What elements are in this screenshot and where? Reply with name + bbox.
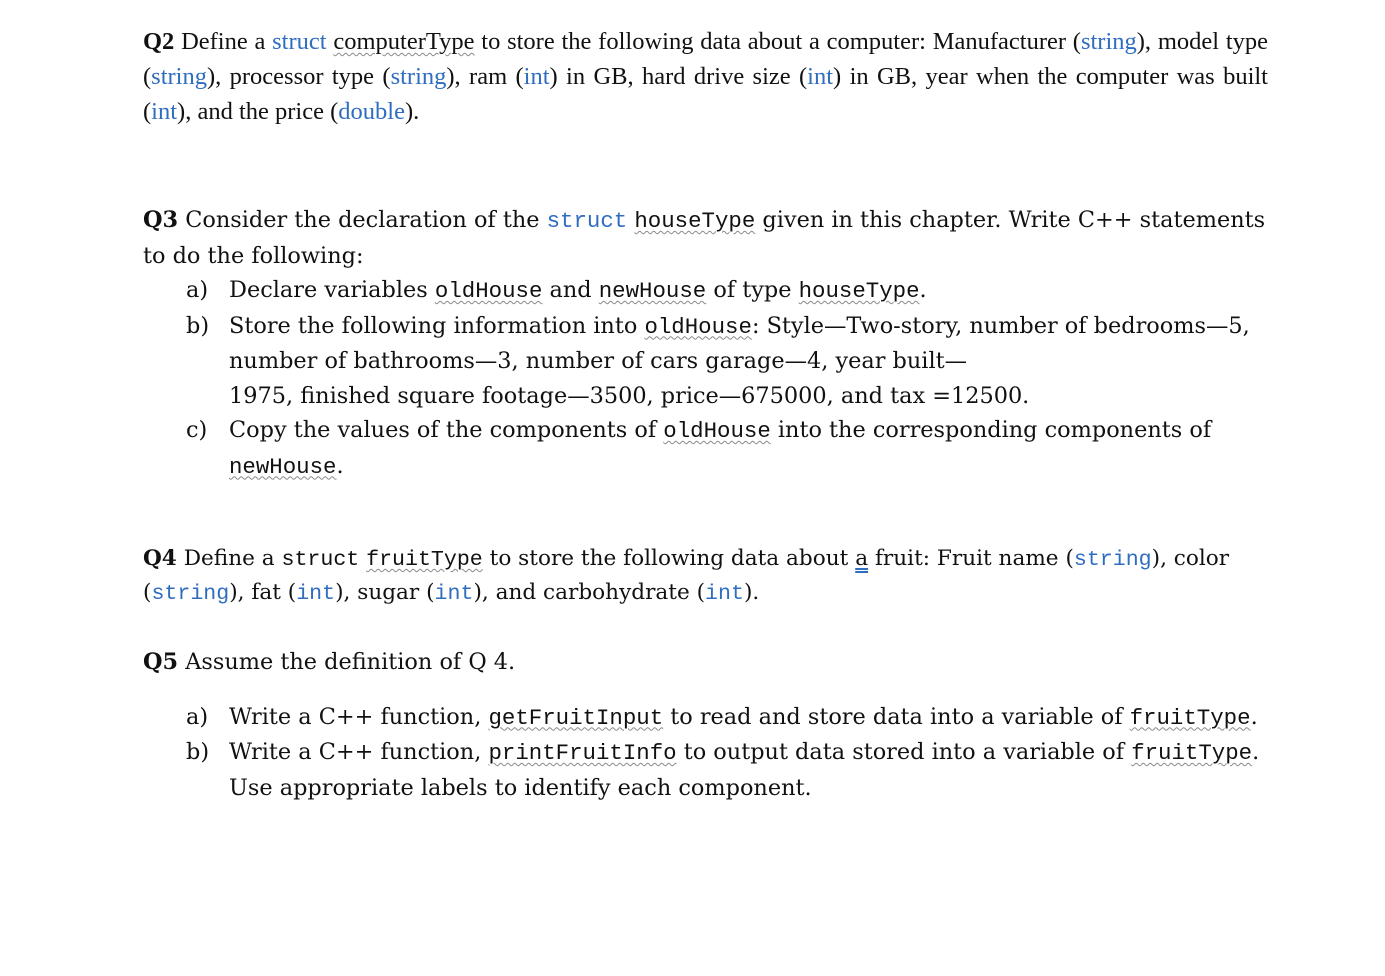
list-item-c	[143, 413, 1268, 484]
q2-type-string: string	[151, 63, 207, 90]
q4-article-a: a	[855, 546, 869, 571]
q2-type-double: double	[338, 98, 405, 125]
q4-text: Define a	[176, 546, 282, 571]
list-item-text: into the corresponding components of	[770, 417, 1212, 443]
q2-type-int: int	[151, 98, 178, 125]
code-housetype: houseType	[798, 278, 920, 304]
spacer	[143, 680, 1268, 690]
q2-text: ), processor type (	[206, 63, 391, 90]
question-5	[143, 645, 1268, 805]
code-oldhouse: oldHouse	[644, 313, 752, 340]
code-oldhouse: oldHouse	[663, 418, 771, 444]
q2-type-int: int	[523, 63, 550, 90]
q4-type-string: string	[151, 581, 230, 606]
list-item-label: b)	[186, 739, 210, 765]
list-item-label: a)	[186, 277, 209, 303]
list-item-text: of type	[706, 277, 799, 303]
q2-text: Define a	[174, 28, 273, 55]
question-5-list	[143, 700, 1268, 806]
code-fruittype: fruitType	[1129, 704, 1251, 731]
q2-text: ), and the price (	[177, 98, 339, 125]
code-getfruitinput: getFruitInput	[488, 704, 664, 731]
q4-type-string: string	[1073, 548, 1152, 572]
list-item-b	[143, 735, 1268, 805]
question-3-list	[143, 273, 1268, 484]
list-item-text: : Style—Two-story, number of bedrooms—5, number of bathrooms—3, number of cars garage—4, year built—	[229, 312, 1250, 374]
question-5-intro	[143, 645, 1268, 680]
code-oldhouse: oldHouse	[434, 278, 543, 304]
q2-text: ), model type (	[143, 28, 1268, 90]
q2-type-string: string	[390, 63, 447, 90]
q4-text: to store the following data about	[482, 546, 856, 571]
q2-text: ).	[404, 98, 420, 125]
q4-keyword-struct: struct	[281, 548, 360, 572]
q4-type-int: int	[705, 581, 744, 606]
q3-struct-name: houseType	[634, 208, 756, 234]
question-4-label: Q4	[143, 546, 177, 571]
q3-text: given in this chapter. Write C++ statements to do the following:	[143, 207, 1266, 269]
code-newhouse: newHouse	[229, 453, 337, 480]
code-fruittype: fruitType	[1131, 740, 1253, 766]
list-item-a	[143, 700, 1268, 736]
q2-text: to store the following data about a computer: Manufacturer (	[474, 28, 1081, 55]
q2-struct-name: computerType	[333, 28, 475, 55]
spacer	[143, 690, 1268, 700]
list-item-a	[143, 273, 1268, 309]
list-item-text: to output data stored into a variable of	[676, 739, 1132, 765]
list-item-label: b)	[186, 312, 210, 339]
question-5-label: Q5	[143, 649, 179, 675]
code-printfruitinfo: printFruitInfo	[488, 740, 677, 766]
question-4	[143, 543, 1268, 610]
q3-text: Consider the declaration of the	[178, 207, 547, 233]
q4-text: ).	[743, 579, 760, 605]
list-item-label: c)	[186, 417, 208, 443]
list-item-text: Write a C++ function,	[229, 739, 489, 765]
q3-keyword-struct: struct	[546, 208, 628, 234]
q4-text: ), fat (	[229, 579, 297, 605]
q2-text: ) in GB, hard drive size (	[549, 63, 808, 90]
q4-text: ), sugar (	[335, 579, 435, 605]
list-item-text: . Use appropriate labels to identify each component.	[229, 739, 1260, 801]
list-item-text: .	[919, 277, 927, 303]
list-item-text: .	[336, 452, 344, 479]
list-item-text: Declare variables	[229, 277, 435, 303]
list-item-label: a)	[186, 703, 209, 730]
q2-text: ), ram (	[446, 63, 524, 90]
list-item-b	[143, 309, 1268, 414]
list-item-text: to read and store data into a variable of	[663, 703, 1130, 730]
q2-text: ) in GB, year when the computer was built (	[143, 63, 1268, 125]
question-3-label: Q3	[143, 207, 179, 233]
q4-struct-name: fruitType	[366, 548, 483, 572]
list-item-text: 1975, finished square footage—3500, price—675000, and tax =12500.	[229, 382, 1030, 409]
question-3-intro	[143, 203, 1268, 273]
q4-type-int: int	[296, 581, 336, 606]
question-2-label: Q2	[143, 28, 175, 55]
q5-text: Assume the definition of Q 4.	[178, 649, 516, 675]
list-item-text: Store the following information into	[229, 312, 645, 339]
q2-keyword-struct: struct	[272, 28, 327, 55]
q4-text: fruit: Fruit name (	[868, 546, 1074, 571]
question-3	[143, 203, 1268, 484]
list-item-text: and	[542, 277, 599, 303]
code-newhouse: newHouse	[598, 278, 707, 304]
q2-type-string: string	[1080, 28, 1137, 55]
q2-type-int: int	[807, 63, 834, 90]
list-item-text: .	[1250, 703, 1258, 730]
q4-text: ), and carbohydrate (	[473, 579, 706, 605]
list-item-text: Copy the values of the components of	[229, 417, 664, 443]
list-item-text: Write a C++ function,	[229, 703, 489, 730]
q4-text: ), color (	[143, 546, 1230, 605]
question-2	[143, 24, 1268, 129]
q4-type-int: int	[434, 581, 474, 606]
